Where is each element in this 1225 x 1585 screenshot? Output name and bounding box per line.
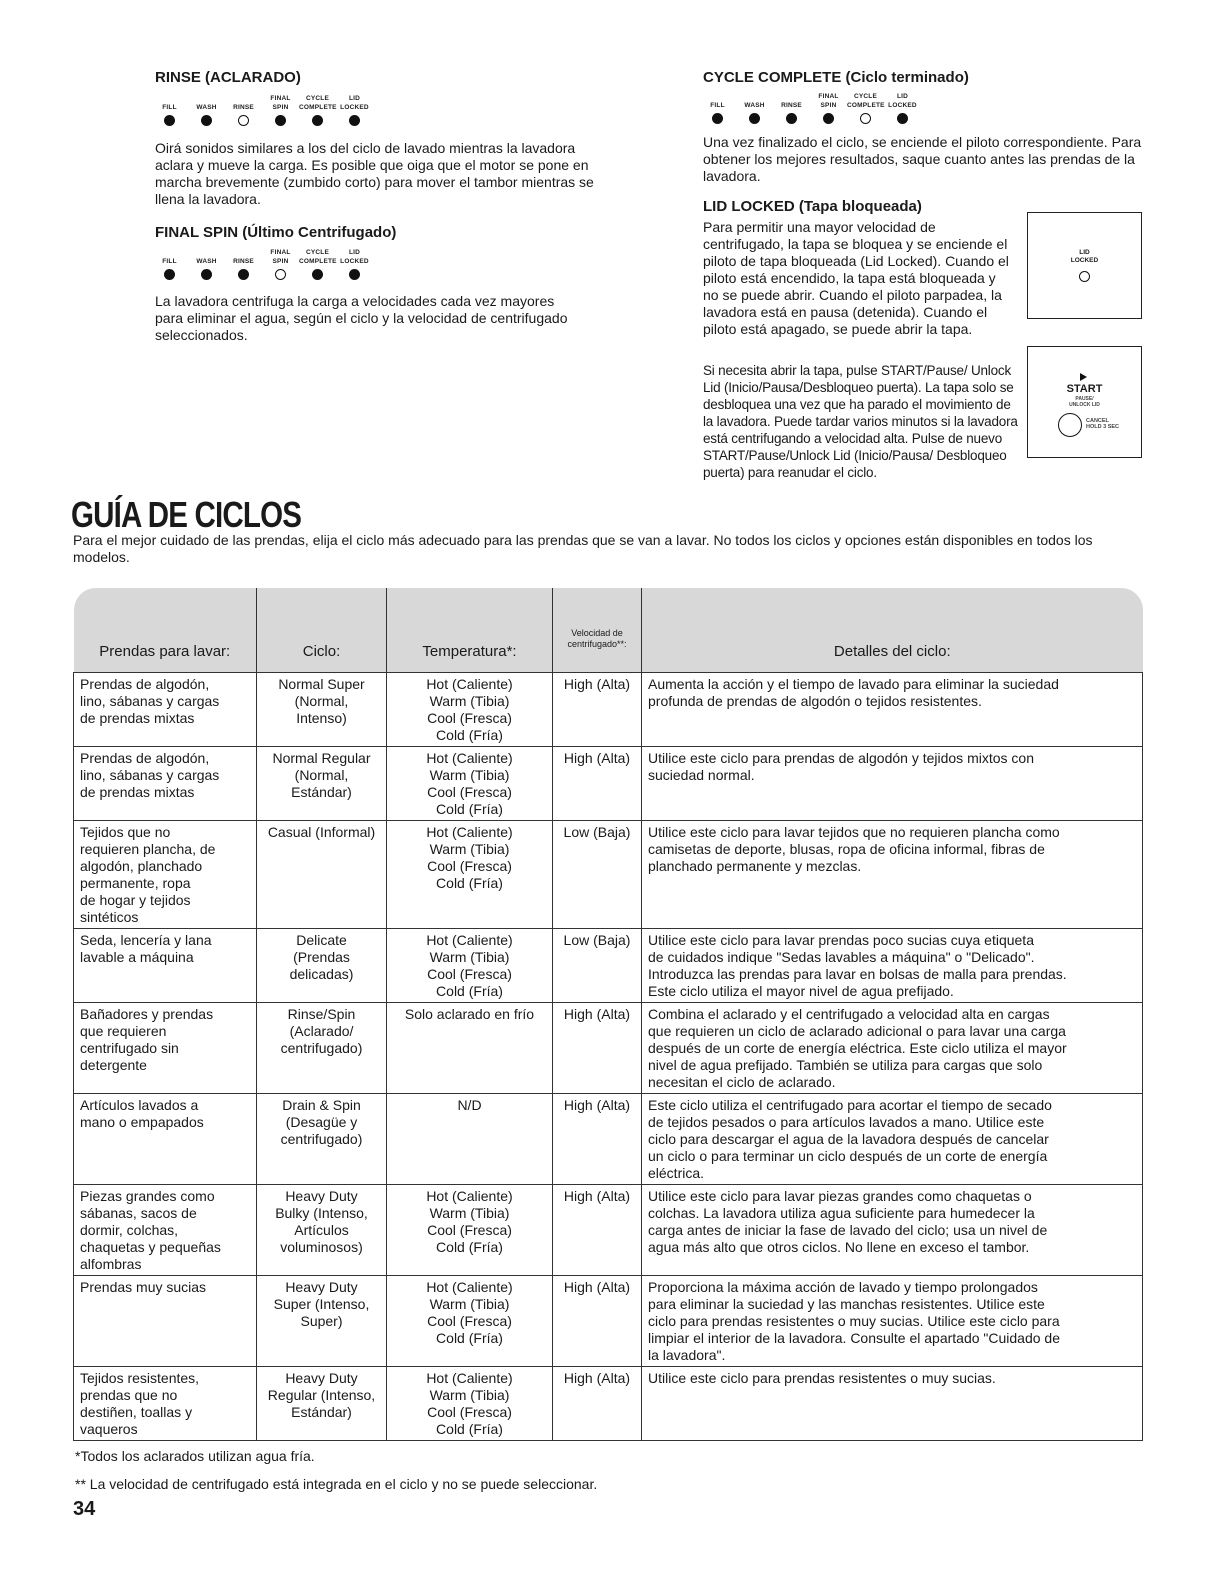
cell-temperature: N/D (387, 1094, 553, 1185)
cell-details: Proporciona la máxima acción de lavado y tiempo prolongados para eliminar la suciedad y las manchas resistentes. Utilice este ciclo para prendas resistentes o muy sucias. Utilice este ciclo para limpiar el interior de la lavadora. Consulte el apartado "Cuidado de la lavadora". (642, 1276, 1143, 1367)
cell-details: Utilice este ciclo para lavar tejidos que no requieren plancha como camisetas de deporte, blusas, ropa de oficina informal, fibras de planchado permanente y mezclas. (642, 821, 1143, 929)
fill-label: FILL (162, 258, 177, 265)
cell-details: Utilice este ciclo para lavar piezas grandes como chaquetas o colchas. La lavadora utiliza agua suficiente para humedecer la carga antes de iniciar la fase de lavado del ciclo; usa un nivel de agua más alto que otros ciclos. No llene en exceso el tambor. (642, 1185, 1143, 1276)
lid-locked-text: Para permitir una mayor velocidad de centrifugado, la tapa se bloquea y se enciende el piloto de tapa bloqueada (Lid Locked). Cuando el piloto está encendido, la tapa está bloqueada y no se puede abrir. Cuando el piloto parpadea, la lavadora está en pausa (detenida). Cuando el piloto está apagado, se puede abrir la tapa. (703, 219, 1009, 337)
cell-cycle: Heavy Duty Regular (Intenso, Estándar) (257, 1367, 387, 1441)
start-label: START (1066, 383, 1103, 395)
final-spin-label: SPIN (272, 258, 289, 265)
lid-locked-label-top: LID (348, 95, 361, 102)
fill-status-light-icon (712, 113, 723, 124)
lid-locked-status-light-icon (349, 269, 360, 280)
rinse-text: Oirá sonidos similares a los del ciclo de lavado mientras la lavadora aclara y mueve la carga. Es posible que oiga que el motor se pone en marcha brevemente (zumbido corto) para mover el tambor mientras se llena la lavadora. (155, 140, 594, 207)
cell-spin-speed: High (Alta) (553, 1367, 642, 1441)
unlock-instructions-text: Si necesita abrir la tapa, pulse START/Pause/ Unlock Lid (Inicio/Pausa/Desbloqueo puerta). La tapa solo se desbloquea una vez que ha parado el movimiento de la lavadora. Puede tardar varios minutos si la lavadora está centrifugando a velocidad alta. Pulse de nuevo START/Pause/Unlock Lid (Inicio/Pausa/ Desbloqueo puerta) para reanudar el ciclo. (703, 363, 1018, 480)
cancel-label: CANCEL (1086, 418, 1109, 424)
table-row (74, 1185, 1143, 1276)
cell-items: Prendas de algodón, lino, sábanas y cargas de prendas mixtas (74, 747, 257, 821)
cell-temperature: Hot (Caliente) Warm (Tibia) Cool (Fresca) Cold (Fría) (387, 929, 553, 1003)
page-title: GUÍA DE CICLOS (71, 494, 302, 535)
lid-locked-label: LOCKED (340, 104, 369, 111)
cell-spin-speed: High (Alta) (553, 747, 642, 821)
cycle-complete-label-top: CYCLE (853, 93, 878, 100)
cell-spin-speed: High (Alta) (553, 1003, 642, 1094)
start-button-circle-icon[interactable] (1058, 413, 1082, 437)
wash-status-light-icon (201, 269, 212, 280)
cell-spin-speed: High (Alta) (553, 1276, 642, 1367)
table-row (74, 747, 1143, 821)
start-pause-button-box (1027, 346, 1142, 458)
cycle-complete-label-top: CYCLE (305, 95, 330, 102)
lid-locked-heading: LID LOCKED (Tapa bloqueada) (703, 198, 922, 215)
cell-details: Utilice este ciclo para prendas de algodón y tejidos mixtos con suciedad normal. (642, 747, 1143, 821)
final-spin-heading: FINAL SPIN (Último Centrifugado) (155, 224, 397, 241)
rinse-heading: RINSE (ACLARADO) (155, 69, 301, 86)
cell-items: Prendas de algodón, lino, sábanas y cargas de prendas mixtas (74, 673, 257, 747)
cell-details: Combina el aclarado y el centrifugado a velocidad alta en cargas que requieren un ciclo de aclarado adicional o para lavar una carga después de un corte de energía eléctrica. Este ciclo utiliza el mayor nivel de agua prefijado. También se utiliza para cargas que solo necesitan el ciclo de aclarado. (642, 1003, 1143, 1094)
rinse-label: RINSE (781, 102, 802, 109)
cell-cycle: Heavy Duty Super (Intenso, Super) (257, 1276, 387, 1367)
cell-cycle: Drain & Spin (Desagüe y centrifugado) (257, 1094, 387, 1185)
final-spin-status-light-icon (275, 269, 286, 280)
cell-temperature: Hot (Caliente) Warm (Tibia) Cool (Fresca) Cold (Fría) (387, 1185, 553, 1276)
fill-label: FILL (162, 104, 177, 111)
play-icon (1080, 373, 1087, 381)
lid-locked-light-icon (1079, 271, 1090, 282)
cell-cycle: Heavy Duty Bulky (Intenso, Artículos voluminosos) (257, 1185, 387, 1276)
fill-status-light-icon (164, 115, 175, 126)
cell-items: Tejidos resistentes, prendas que no destiñen, toallas y vaqueros (74, 1367, 257, 1441)
cycle-complete-status-light-icon (312, 115, 323, 126)
header-temperature: Temperatura*: (387, 588, 553, 673)
cell-spin-speed: High (Alta) (553, 1185, 642, 1276)
cell-cycle: Rinse/Spin (Aclarado/ centrifugado) (257, 1003, 387, 1094)
hold-label: HOLD 3 SEC (1086, 424, 1120, 430)
wash-status-light-icon (201, 115, 212, 126)
wash-label: WASH (744, 102, 765, 109)
locked-label: LOCKED (1070, 257, 1099, 264)
final-spin-status-light-icon (275, 115, 286, 126)
table-header-row (74, 588, 1143, 673)
lid-locked-label: LOCKED (340, 258, 369, 265)
cell-temperature: Hot (Caliente) Warm (Tibia) Cool (Fresca) Cold (Fría) (387, 821, 553, 929)
cycle-complete-status-light-icon (860, 113, 871, 124)
rinse-label: RINSE (233, 104, 254, 111)
lid-locked-label: LOCKED (888, 102, 917, 109)
cycle-complete-label: COMPLETE (299, 104, 337, 111)
cell-temperature: Hot (Caliente) Warm (Tibia) Cool (Fresca) Cold (Fría) (387, 1367, 553, 1441)
rinse-indicator-panel (151, 95, 373, 126)
table-row (74, 673, 1143, 747)
cell-items: Artículos lavados a mano o empapados (74, 1094, 257, 1185)
lid-locked-status-light-icon (349, 115, 360, 126)
table-row (74, 929, 1143, 1003)
header-items: Prendas para lavar: (74, 588, 257, 673)
cycle-complete-text: Una vez finalizado el ciclo, se enciende el piloto correspondiente. Para obtener los mejores resultados, saque cuanto antes las prendas de la lavadora. (703, 134, 1142, 184)
header-cycle: Ciclo: (257, 588, 387, 673)
unlock-lid-label: UNLOCK LID (1069, 402, 1100, 408)
rinse-status-light-icon (786, 113, 797, 124)
table-row (74, 1276, 1143, 1367)
rinse-label: RINSE (233, 258, 254, 265)
cell-items: Prendas muy sucias (74, 1276, 257, 1367)
final-spin-label: SPIN (820, 102, 837, 109)
cell-spin-speed: High (Alta) (553, 673, 642, 747)
cycle-complete-label: COMPLETE (299, 258, 337, 265)
table-row (74, 821, 1143, 929)
cycle-complete-label-top: CYCLE (305, 249, 330, 256)
lid-locked-status-light-icon (897, 113, 908, 124)
table-row (74, 1094, 1143, 1185)
cell-details: Utilice este ciclo para prendas resistentes o muy sucias. (642, 1367, 1143, 1441)
final-spin-text: La lavadora centrifuga la carga a velocidades cada vez mayores para eliminar el agua, según el ciclo y la velocidad de centrifugado seleccionados. (155, 293, 568, 343)
final-spin-status-light-icon (823, 113, 834, 124)
cell-items: Bañadores y prendas que requieren centrifugado sin detergente (74, 1003, 257, 1094)
final-spin-indicator-panel (151, 249, 373, 280)
cell-cycle: Normal Super (Normal, Intenso) (257, 673, 387, 747)
table-row (74, 1367, 1143, 1441)
wash-label: WASH (196, 258, 217, 265)
final-spin-label-top: FINAL (270, 249, 291, 256)
cell-temperature: Hot (Caliente) Warm (Tibia) Cool (Fresca) Cold (Fría) (387, 747, 553, 821)
cycle-complete-label: COMPLETE (847, 102, 885, 109)
cycle-complete-heading: CYCLE COMPLETE (Ciclo terminado) (703, 69, 969, 86)
cell-spin-speed: High (Alta) (553, 1094, 642, 1185)
cycle-complete-status-light-icon (312, 269, 323, 280)
cell-details: Aumenta la acción y el tiempo de lavado para eliminar la suciedad profunda de prendas de algodón o tejidos resistentes. (642, 673, 1143, 747)
page-number: 34 (73, 1498, 96, 1520)
cell-spin-speed: Low (Baja) (553, 821, 642, 929)
fill-status-light-icon (164, 269, 175, 280)
rinse-status-light-icon (238, 115, 249, 126)
final-spin-label-top: FINAL (818, 93, 839, 100)
cell-temperature: Hot (Caliente) Warm (Tibia) Cool (Fresca) Cold (Fría) (387, 1276, 553, 1367)
wash-status-light-icon (749, 113, 760, 124)
lid-locked-indicator-box (1027, 212, 1142, 319)
cell-temperature: Hot (Caliente) Warm (Tibia) Cool (Fresca) Cold (Fría) (387, 673, 553, 747)
cell-cycle: Casual (Informal) (257, 821, 387, 929)
intro-text: Para el mejor cuidado de las prendas, elija el ciclo más adecuado para las prendas que se van a lavar. No todos los ciclos y opciones están disponibles en todos los modelos. (73, 532, 1093, 565)
pause-label: PAUSE/ (1075, 396, 1094, 402)
fill-label: FILL (710, 102, 725, 109)
cell-cycle: Delicate (Prendas delicadas) (257, 929, 387, 1003)
cell-items: Tejidos que no requieren plancha, de algodón, planchado permanente, ropa de hogar y tejidos sintéticos (74, 821, 257, 929)
footnote-rinse: *Todos los aclarados utilizan agua fría. (75, 1448, 315, 1464)
cycle-guide-table (73, 588, 1143, 1441)
lid-locked-label-top: LID (348, 249, 361, 256)
cell-details: Este ciclo utiliza el centrifugado para acortar el tiempo de secado de tejidos pesados o para artículos lavados a mano. Utilice este ciclo para descargar el agua de la lavadora después de cancelar un ciclo o para terminar un ciclo después de un corte de energía eléctrica. (642, 1094, 1143, 1185)
table-row (74, 1003, 1143, 1094)
wash-label: WASH (196, 104, 217, 111)
header-details: Detalles del ciclo: (642, 588, 1143, 673)
rinse-status-light-icon (238, 269, 249, 280)
lid-label: LID (1079, 249, 1090, 256)
cell-items: Seda, lencería y lana lavable a máquina (74, 929, 257, 1003)
cell-items: Piezas grandes como sábanas, sacos de dormir, colchas, chaquetas y pequeñas alfombras (74, 1185, 257, 1276)
footnote-spin: ** La velocidad de centrifugado está integrada en el ciclo y no se puede seleccionar. (75, 1476, 598, 1492)
cycle-complete-indicator-panel (699, 93, 921, 124)
lid-locked-label-top: LID (896, 93, 909, 100)
cell-details: Utilice este ciclo para lavar prendas poco sucias cuya etiqueta de cuidados indique "Sedas lavables a máquina" o "Delicado". Introduzca las prendas para lavar en bolsas de malla para prendas. Este ciclo utiliza el mayor nivel de agua prefijado. (642, 929, 1143, 1003)
cell-spin-speed: Low (Baja) (553, 929, 642, 1003)
final-spin-label-top: FINAL (270, 95, 291, 102)
cell-cycle: Normal Regular (Normal, Estándar) (257, 747, 387, 821)
final-spin-label: SPIN (272, 104, 289, 111)
cell-temperature: Solo aclarado en frío (387, 1003, 553, 1094)
header-spin-speed: Velocidad de centrifugado**: (553, 588, 642, 673)
